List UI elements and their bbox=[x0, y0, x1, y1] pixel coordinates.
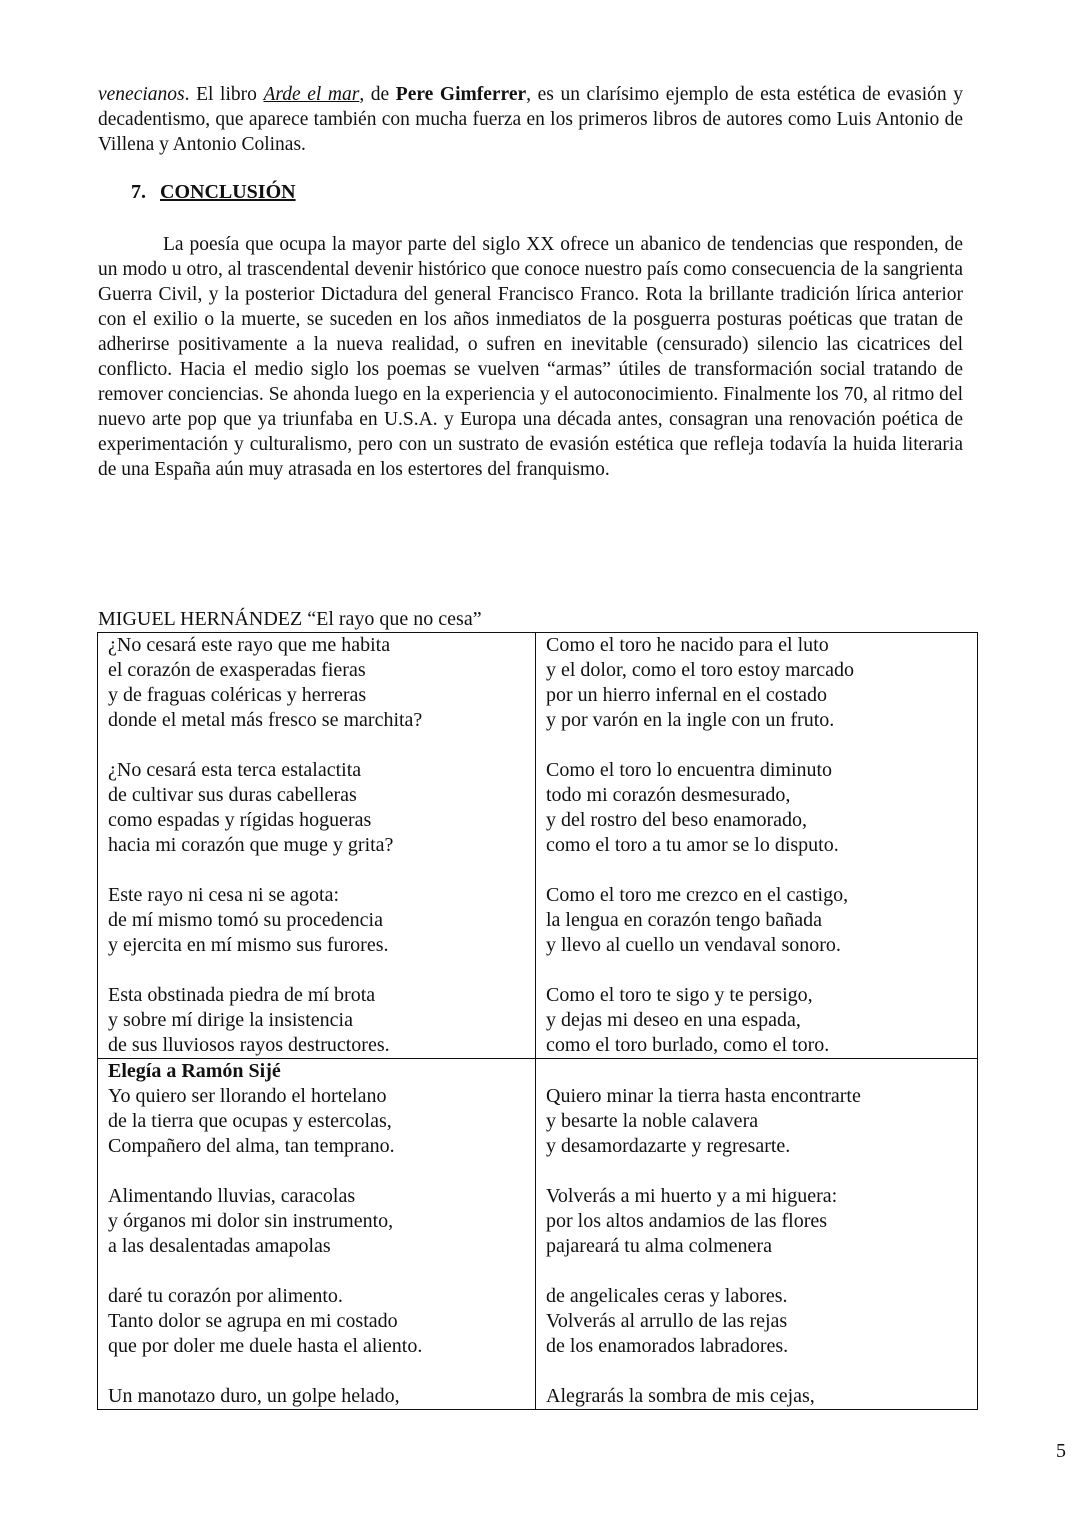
verse-line: y el dolor, como el toro estoy marcado bbox=[546, 659, 854, 681]
poem2-left-stanzas bbox=[108, 1084, 527, 1409]
stanza bbox=[108, 758, 527, 858]
verse-line: como el toro burlado, como el toro. bbox=[546, 1034, 830, 1056]
verse-line: Volverás al arrullo de las rejas bbox=[546, 1310, 788, 1332]
conclusion-text: La poesía que ocupa la mayor parte del siglo XX ofrece un abanico de tendencias que responden, de un modo u otro, al trascendental devenir histórico que conoce nuestro país como consecuencia de la sangrienta Guerra Civil, y la posterior Dictadura del general Francisco Franco. Rota la brillante tradición lírica anterior con el exilio o la muerte, se suceden en los años inmediatos de la posguerra posturas poéticas que tratan de adherirse positivamente a la nueva realidad, o sufren en inevitable (censurado) silencio las cicatrices del conflicto. Hacia el medio siglo los poemas se vuelven “armas” útiles de transformación social tratando de remover conciencias. Se ahonda luego en la experiencia y el autoconocimiento. Finalmente los 70, al ritmo del nuevo arte pop que ya triunfaba en U.S.A. y Europa una década antes, consagran una renovación poética de experimentación y culturalismo, pero con un sustrato de evasión estética que refleja todavía la huida literaria de una España aún muy atrasada en los estertores del franquismo. bbox=[98, 234, 963, 480]
verse-line: Como el toro lo encuentra diminuto bbox=[546, 759, 833, 781]
verse-line: Alegrarás la sombra de mis cejas, bbox=[546, 1385, 815, 1407]
verse-line: y por varón en la ingle con un fruto. bbox=[546, 709, 835, 731]
verse-line: Un manotazo duro, un golpe helado, bbox=[108, 1385, 400, 1407]
verse-line: hacia mi corazón que muge y grita? bbox=[108, 834, 394, 856]
verse-line: Esta obstinada piedra de mí brota bbox=[108, 984, 376, 1006]
intro-text-3: , es un clarísimo ejemplo de esta estética de evasión y decadentismo, que aparece también con mucha fuerza en los primeros libros de autores como Luis Antonio de Villena y Antonio Colinas. bbox=[98, 84, 963, 155]
verse-line: Como el toro he nacido para el luto bbox=[546, 634, 829, 656]
stanza bbox=[108, 883, 527, 958]
verse-line: Alimentando lluvias, caracolas bbox=[108, 1185, 356, 1207]
verse-line: de cultivar sus duras cabelleras bbox=[108, 784, 357, 806]
stanza bbox=[546, 758, 969, 858]
stanza bbox=[546, 1384, 969, 1409]
conclusion-paragraph bbox=[98, 232, 963, 482]
verse-line: Yo quiero ser llorando el hortelano bbox=[108, 1085, 387, 1107]
verse-line: y órganos mi dolor sin instrumento, bbox=[108, 1210, 394, 1232]
verse-line: y besarte la noble calavera bbox=[546, 1110, 759, 1132]
section-number: 7. bbox=[131, 181, 146, 203]
poem2-title: Elegía a Ramón Sijé bbox=[108, 1060, 281, 1082]
verse-line: Como el toro me crezco en el castigo, bbox=[546, 884, 849, 906]
stanza bbox=[108, 983, 527, 1058]
stanza bbox=[546, 1184, 969, 1259]
intro-text-1: . El libro bbox=[184, 84, 264, 105]
verse-line: a las desalentadas amapolas bbox=[108, 1235, 331, 1257]
verse-line: el corazón de exasperadas fieras bbox=[108, 659, 366, 681]
verse-line: pajareará tu alma colmenera bbox=[546, 1235, 772, 1257]
poem2-right-spacer bbox=[546, 1059, 969, 1084]
poem1-row bbox=[98, 633, 978, 1059]
verse-line: Compañero del alma, tan temprano. bbox=[108, 1135, 395, 1157]
verse-line: todo mi corazón desmesurado, bbox=[546, 784, 791, 806]
stanza bbox=[546, 983, 969, 1058]
verse-line: daré tu corazón por alimento. bbox=[108, 1285, 343, 1307]
poem-section-title: MIGUEL HERNÁNDEZ “El rayo que no cesa” bbox=[98, 608, 482, 630]
poem2-right-stanzas bbox=[546, 1084, 969, 1409]
intro-text-2: , de bbox=[359, 84, 396, 105]
stanza bbox=[108, 1184, 527, 1259]
verse-line: y sobre mí dirige la insistencia bbox=[108, 1009, 353, 1031]
stanza bbox=[546, 1284, 969, 1359]
verse-line: donde el metal más fresco se marchita? bbox=[108, 709, 423, 731]
verse-line: Quiero minar la tierra hasta encontrarte bbox=[546, 1085, 861, 1107]
poem2-row bbox=[98, 1059, 978, 1410]
verse-line: de la tierra que ocupas y estercolas, bbox=[108, 1110, 392, 1132]
verse-line: y dejas mi deseo en una espada, bbox=[546, 1009, 801, 1031]
section-title: CONCLUSIÓN bbox=[160, 181, 296, 203]
stanza bbox=[546, 633, 969, 733]
verse-line: Este rayo ni cesa ni se agota: bbox=[108, 884, 340, 906]
verse-line: y ejercita en mí mismo sus furores. bbox=[108, 934, 389, 956]
verse-line: ¿No cesará este rayo que me habita bbox=[108, 634, 391, 656]
verse-line: y de fraguas coléricas y herreras bbox=[108, 684, 367, 706]
verse-line: y llevo al cuello un vendaval sonoro. bbox=[546, 934, 841, 956]
stanza bbox=[546, 1084, 969, 1159]
verse-line: ¿No cesará esta terca estalactita bbox=[108, 759, 362, 781]
verse-line: Tanto dolor se agrupa en mi costado bbox=[108, 1310, 398, 1332]
book-title: Arde el mar bbox=[263, 84, 360, 105]
verse-line: de sus lluviosos rayos destructores. bbox=[108, 1034, 390, 1056]
poem1-right-cell bbox=[536, 633, 978, 1059]
verse-line: de mí mismo tomó su procedencia bbox=[108, 909, 383, 931]
stanza bbox=[108, 1384, 527, 1409]
author-name: Pere Gimferrer bbox=[395, 84, 527, 105]
verse-line: por los altos andamios de las flores bbox=[546, 1210, 828, 1232]
stanza bbox=[108, 1284, 527, 1359]
verse-line: y desamordazarte y regresarte. bbox=[546, 1135, 791, 1157]
verse-line: que por doler me duele hasta el aliento. bbox=[108, 1335, 423, 1357]
verse-line: la lengua en corazón tengo bañada bbox=[546, 909, 822, 931]
verse-line: por un hierro infernal en el costado bbox=[546, 684, 828, 706]
page-number: 5 bbox=[1056, 1440, 1066, 1462]
verse-line: Volverás a mi huerto y a mi higuera: bbox=[546, 1185, 838, 1207]
intro-paragraph bbox=[98, 82, 963, 157]
verse-line: como el toro a tu amor se lo disputo. bbox=[546, 834, 839, 856]
verse-line: y del rostro del beso enamorado, bbox=[546, 809, 808, 831]
verse-line: como espadas y rígidas hogueras bbox=[108, 809, 372, 831]
stanza bbox=[108, 1084, 527, 1159]
poem1-left-cell bbox=[98, 633, 536, 1059]
verse-line: de los enamorados labradores. bbox=[546, 1335, 789, 1357]
poem2-left-cell bbox=[98, 1059, 536, 1410]
verse-line: de angelicales ceras y labores. bbox=[546, 1285, 788, 1307]
verse-line: Como el toro te sigo y te persigo, bbox=[546, 984, 813, 1006]
stanza bbox=[546, 883, 969, 958]
intro-italic-word: venecianos bbox=[98, 84, 185, 105]
poem2-right-cell bbox=[536, 1059, 978, 1410]
poems-table bbox=[97, 632, 978, 1410]
section-heading bbox=[131, 181, 296, 204]
stanza bbox=[108, 633, 527, 733]
